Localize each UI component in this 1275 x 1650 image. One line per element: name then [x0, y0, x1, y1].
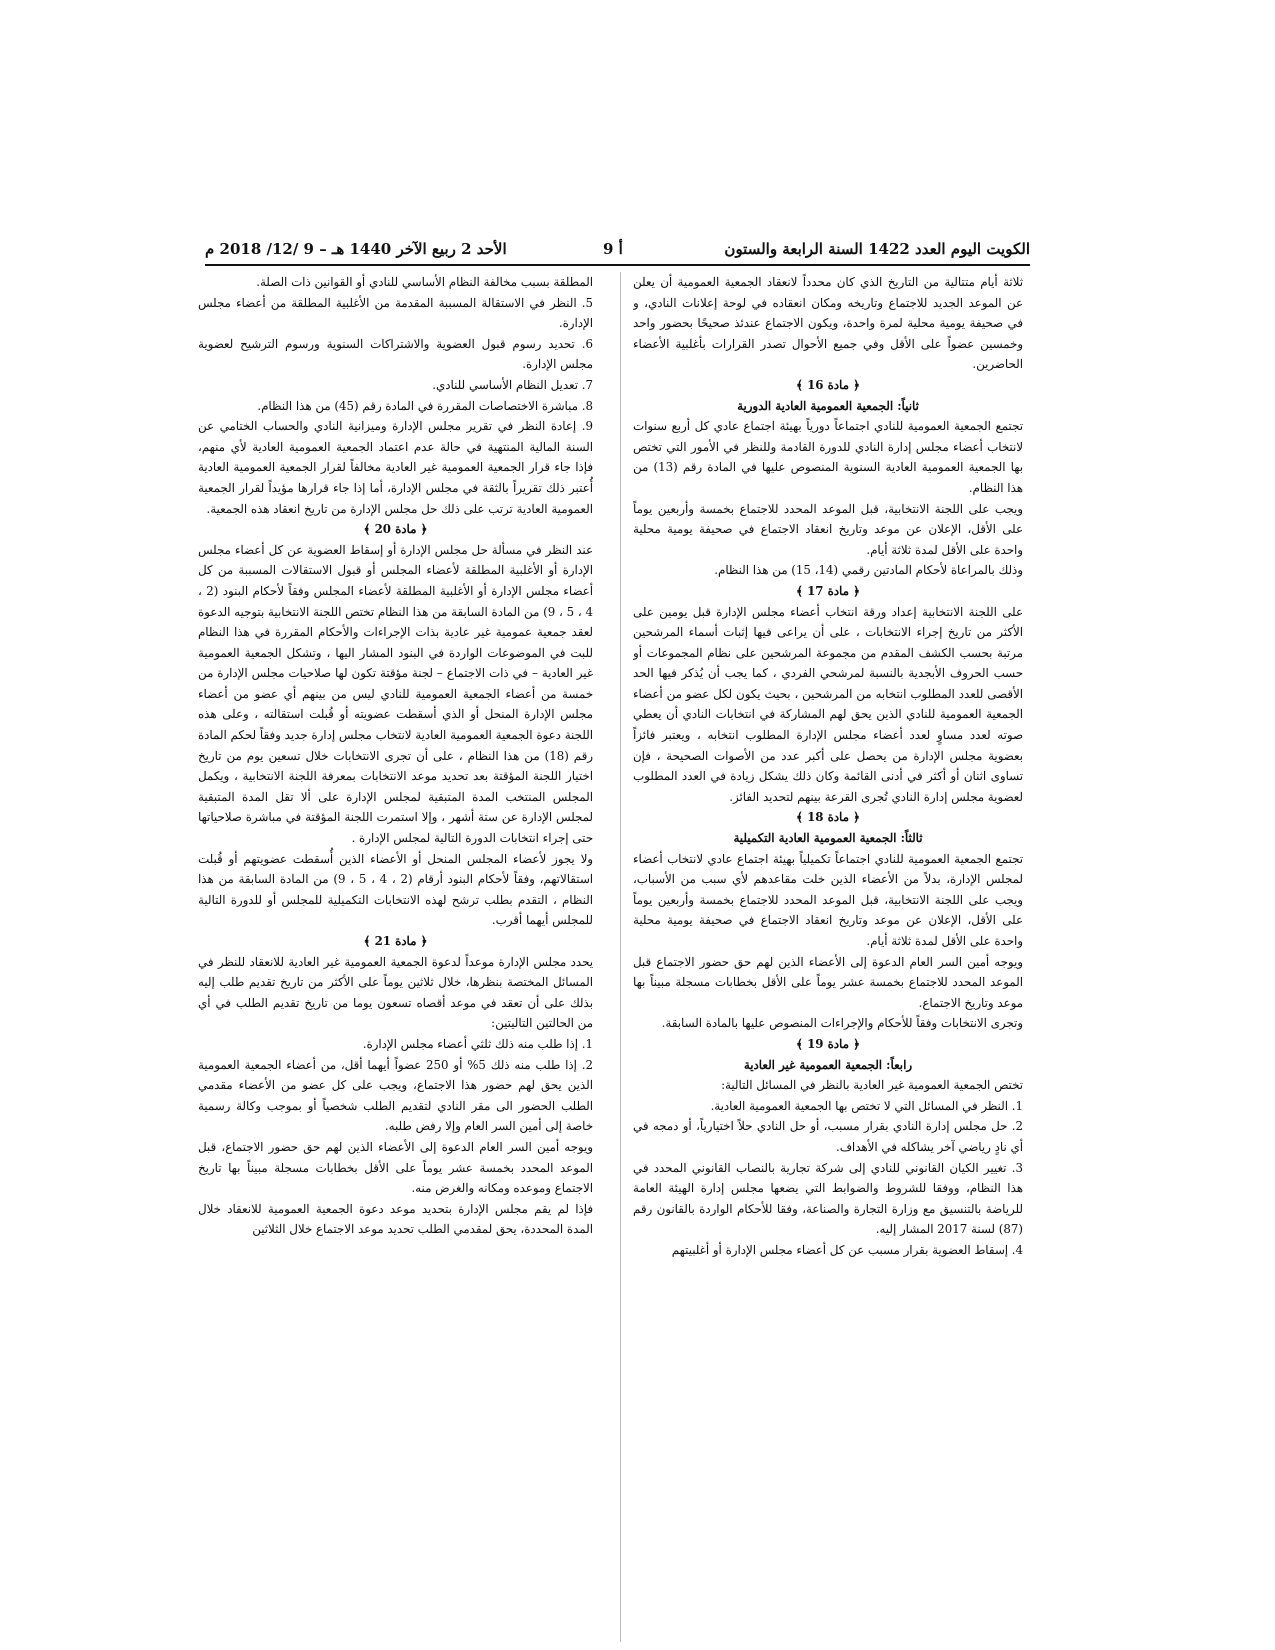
page-header [205, 236, 1030, 266]
paragraph: 4. إسقاط العضوية بقرار مسبب عن كل أعضاء مجلس الإدارة أو أغلبيتهم [671, 1242, 1023, 1257]
left-column [198, 272, 593, 1642]
section-heading: ثالثاً: الجمعية العمومية العادية التكميلية [733, 831, 923, 846]
paragraph: تجتمع الجمعية العمومية للنادي اجتماعاً دورياً بهيئة اجتماع عادي كل أربع سنوات لانتخاب أعضاء مجلس إدارة النادي للدورة القادمة وللنظر في الأمور التي تختص بها الجمعية العمومية العادية السنوية المنصوص عليها في المادة رقم (13) من هذا النظام. [633, 419, 1023, 495]
article-heading: ﴿ مادة 19 ﴾ [796, 1036, 860, 1051]
section-heading: ثانياً: الجمعية العمومية العادية الدورية [737, 398, 919, 413]
right-column [633, 272, 1023, 1642]
paragraph: 9. إعادة النظر في تقرير مجلس الإدارة وميزانية النادي والحساب الختامي عن السنة المالية المنتهية في حالة عدم اعتماد الجمعية العمومية العادية لأي منهم، فإذا جاء قرار الجمعية العمومية غير العادية مخالفاً لقرار الجمعية العمومية العادية أُعتبر ذلك تقريراً بالثقة في مجلس الإدارة، أما إذا جاء قرارها مؤيداً لقرار الجمعية العمومية العادية ترتب على ذلك حل مجلس الإدارة من تاريخ انعقاد هذه الجمعية. [198, 419, 593, 516]
article-heading: ﴿ مادة 20 ﴾ [363, 522, 428, 537]
paragraph: تختص الجمعية العمومية غير العادية بالنظر في المسائل التالية: [721, 1078, 1023, 1093]
paragraph: فإذا لم يقم مجلس الإدارة بتحديد موعد دعوة الجمعية العمومية للانعقاد خلال المدة المحددة، يحق لمقدمي الطلب تحديد موعد الاجتماع خلال الثلاثين [198, 1201, 593, 1237]
section-heading: رابعاً: الجمعية العمومية غير العادية [743, 1057, 913, 1072]
page-number: أ 9 [603, 240, 623, 258]
paragraph: 7. تعديل النظام الأساسي للنادي. [432, 377, 593, 392]
paragraph: ولا يجوز لأعضاء المجلس المنحل أو الأعضاء الذين أُسقطت عضويتهم أو قُبلت استقالاتهم، وفقاً لأحكام البنود أرقام (2 ، 4 ، 5 ، 9) من المادة السابقة من هذا النظام ، التقدم بطلب ترشح لهذه الانتخابات التكميلية للمجلس أو للدورة التالية للمجلس أيهما أقرب. [198, 851, 593, 928]
paragraph: 6. تحديد رسوم قبول العضوية والاشتراكات السنوية ورسوم الترشيح لعضوية مجلس الإدارة. [198, 336, 593, 372]
paragraph: ثلاثة أيام متتالية من التاريخ الذي كان محدداً لانعقاد الجمعية العمومية أن يعلن عن الموعد الجديد للاجتماع وتاريخه ومكان انعقاده في لوحة إعلانات النادي، و في صحيفة يومية محلية لمرة واحدة، ويكون الاجتماع عندئذ صحيحًا بحضور واحد وخمسين عضواً على الأقل وفي جميع الأحوال تصدر القرارات بأغلبية الأعضاء الحاضرين. [633, 275, 1023, 372]
paragraph: ويجب على اللجنة الانتخابية، قبل الموعد المحدد للاجتماع بخمسة وأربعين يوماً على الأقل، الإعلان عن موعد وتاريخ انعقاد الاجتماع في صحيفة يومية محلية واحدة على الأقل لمدة ثلاثة أيام. [633, 501, 1023, 557]
article-heading: ﴿ مادة 18 ﴾ [796, 810, 860, 825]
paragraph: وذلك بالمراعاة لأحكام المادتين رقمي (14، 15) من هذا النظام. [714, 563, 1023, 578]
paragraph: يحدد مجلس الإدارة موعداً لدعوة الجمعية العمومية غير العادية للانعقاد للنظر في المسائل المختصة بنظرها، خلال ثلاثين يوماً على الأكثر من تاريخ تقديم طلب إليه بذلك على أن تعقد في موعد أقصاه تسعون يوما من تاريخ تقديم الطلب في أي من الحالتين التاليتين: [198, 954, 593, 1031]
paragraph: ويوجه أمين السر العام الدعوة إلى الأعضاء الذين لهم حق حضور الاجتماع قبل الموعد المحدد للاجتماع بخمسة عشر يوماً على الأقل بخطابات مسجلة مبيناً بها موعد وتاريخ الاجتماع. [633, 954, 1023, 1010]
article-heading: ﴿ مادة 17 ﴾ [796, 583, 860, 598]
paragraph: 2. إذا طلب منه ذلك 5% أو 250 عضواً أيهما أقل، من أعضاء الجمعية العمومية الذين يحق لهم حضور هذا الاجتماع، ويجب على كل عضو من الأعضاء مقدمي الطلب الحضور الى مقر النادي لتقديم الطلب شخصياً أو بموجب وكالة رسمية خاصة إلى أمين السر العام وإلا رفض طلبه. [198, 1057, 593, 1134]
paragraph: وتجرى الانتخابات وفقاً للأحكام والإجراءات المنصوص عليها بالمادة السابقة. [661, 1016, 1023, 1031]
paragraph: تجتمع الجمعية العمومية للنادي اجتماعاً تكميلياً بهيئة اجتماع عادي لانتخاب أعضاء لمجلس الإدارة، بدلاً من الأعضاء الذين خلت مقاعدهم لأي سبب من الأسباب، ويجب على اللجنة الانتخابية، قبل الموعد المحدد للاجتماع بخمسة وأربعين يوماً على الأقل، الإعلان عن موعد وتاريخ انعقاد الاجتماع في صحيفة يومية محلية واحدة على الأقل لمدة ثلاثة أيام. [633, 851, 1023, 948]
paragraph: 8. مباشرة الاختصاصات المقررة في المادة رقم (45) من هذا النظام. [257, 398, 593, 413]
paragraph: 2. حل مجلس إدارة النادي بقرار مسبب، أو حل النادي حلاً اختيارياً، أو دمجه في أي نادٍ رياضي آخر يشاكله في الأهداف. [633, 1119, 1023, 1154]
paragraph: 5. النظر في الاستقالة المسببة المقدمة من الأغلبية المطلقة من أعضاء مجلس الإدارة. [198, 295, 593, 331]
article-heading: ﴿ مادة 16 ﴾ [796, 377, 860, 392]
newspaper-issue: الكويت اليوم العدد 1422 السنة الرابعة والستون [724, 240, 1030, 258]
header-rule [205, 264, 1030, 266]
paragraph: 3. تغيير الكيان القانوني للنادي إلى شركة تجارية بالنصاب القانوني المحدد في هذا النظام، ووفقا للشروط والضوابط التي يضعها مجلس إدارة الهيئة العامة للرياضة بالتنسيق مع وزارة التجارة والصناعة، وفقا للأحكام الواردة بالقانون رقم (87) لسنة 2017 المشار إليه. [633, 1160, 1023, 1237]
column-divider [620, 272, 621, 1642]
paragraph: المطلقة بسبب مخالفة النظام الأساسي للنادي أو القوانين ذات الصلة. [256, 275, 593, 289]
paragraph: 1. إذا طلب منه ذلك ثلثي أعضاء مجلس الإدارة. [362, 1036, 593, 1051]
paragraph: عند النظر في مسألة حل مجلس الإدارة أو إسقاط العضوية عن كل أعضاء مجلس الإدارة أو الأغلبية المطلقة لأعضاء المجلس أو قبول الاستقالات المسببة من كل أعضاء مجلس الإدارة أو الأغلبية المطلقة لأعضاء المجلس وفقاً لأحكام البنود (2 ، 4 ، 5 ، 9) من المادة السابقة من هذا النظام تختص اللجنة الانتخابية بتوجيه الدعوة لعقد جمعية عمومية غير عادية بذات الإجراءات والأحكام المقررة في هذا النظام للبت في الموضوعات الواردة في البنود المشار اليها ، وتشكل الجمعية العمومية غير العادية – في ذات الاجتماع – لجنة مؤقتة تكون لها صلاحيات مجلس الإدارة من خمسة من أعضاء الجمعية العمومية للنادي ليس من بينهم أي عضو من أعضاء مجلس الإدارة المنحل أو الذي أسقطت عضويته أو قُبلت استقالته ، وعلى هذه اللجنة دعوة الجمعية العمومية العادية لانتخاب مجلس إدارة جديد وفقاً لحكم المادة رقم (18) من هذا النظام ، على أن تجرى الانتخابات خلال تسعين يوم من تاريخ اختيار اللجنة المؤقتة بعد تحديد موعد الانتخابات بمعرفة اللجنة الانتخابية ، ويكمل المجلس المنتخب المدة المتبقية لمجلس الإدارة على ألا تقل المدة المتبقية لمجلس الإدارة عن ستة أشهر ، وإلا استمرت اللجنة المؤقتة في مباشرة صلاحياتها حتى إجراء انتخابات الدورة التالية لمجلس الإدارة . [198, 542, 593, 846]
issue-date: الأحد 2 ربيع الآخر 1440 هـ – 9 /12/ 2018 م [205, 240, 507, 258]
article-heading: ﴿ مادة 21 ﴾ [363, 934, 428, 948]
paragraph: ويوجه أمين السر العام الدعوة إلى الأعضاء الذين لهم حق حضور الاجتماع، قبل الموعد المحدد بخمسة عشر يوماً على الأقل بخطابات مسجلة مبيناً بها تاريخ الاجتماع وموعده ومكانه والغرض منه. [198, 1139, 593, 1196]
paragraph: على اللجنة الانتخابية إعداد ورقة انتخاب أعضاء مجلس الإدارة قبل يومين على الأكثر من تاريخ إجراء الانتخابات ، على أن يراعى فيها إثبات أسماء المرشحين مرتبة بحسب الكشف المقدم من مجموعة المرشحين على نظام المجموعات أو حسب الحروف الأبجدية بالنسبة لمرشحي الفردي ، كما يجب أن يُذكر فيها الحد الأقصى للعدد المطلوب انتخابه من المرشحين ، بحيث يكون لكل عضو من أعضاء الجمعية العمومية للنادي الذين يحق لهم المشاركة في انتخابات النادي أن يعطي صوته لعدد مساوٍ لعدد أعضاء مجلس الإدارة المطلوب انتخابه ، ويعتبر فائزاً بعضوية مجلس الإدارة من يحصل على أكبر عدد من الأصوات الصحيحة ، فإن تساوى اثنان أو أكثر في أدنى القائمة وكان ذلك يشكل زيادة في العدد المطلوب لعضوية مجلس إدارة النادي تُجرى القرعة بينهم لتحديد الفائز. [633, 604, 1023, 804]
paragraph: 1. النظر في المسائل التي لا تختص بها الجمعية العمومية العادية. [710, 1098, 1023, 1113]
